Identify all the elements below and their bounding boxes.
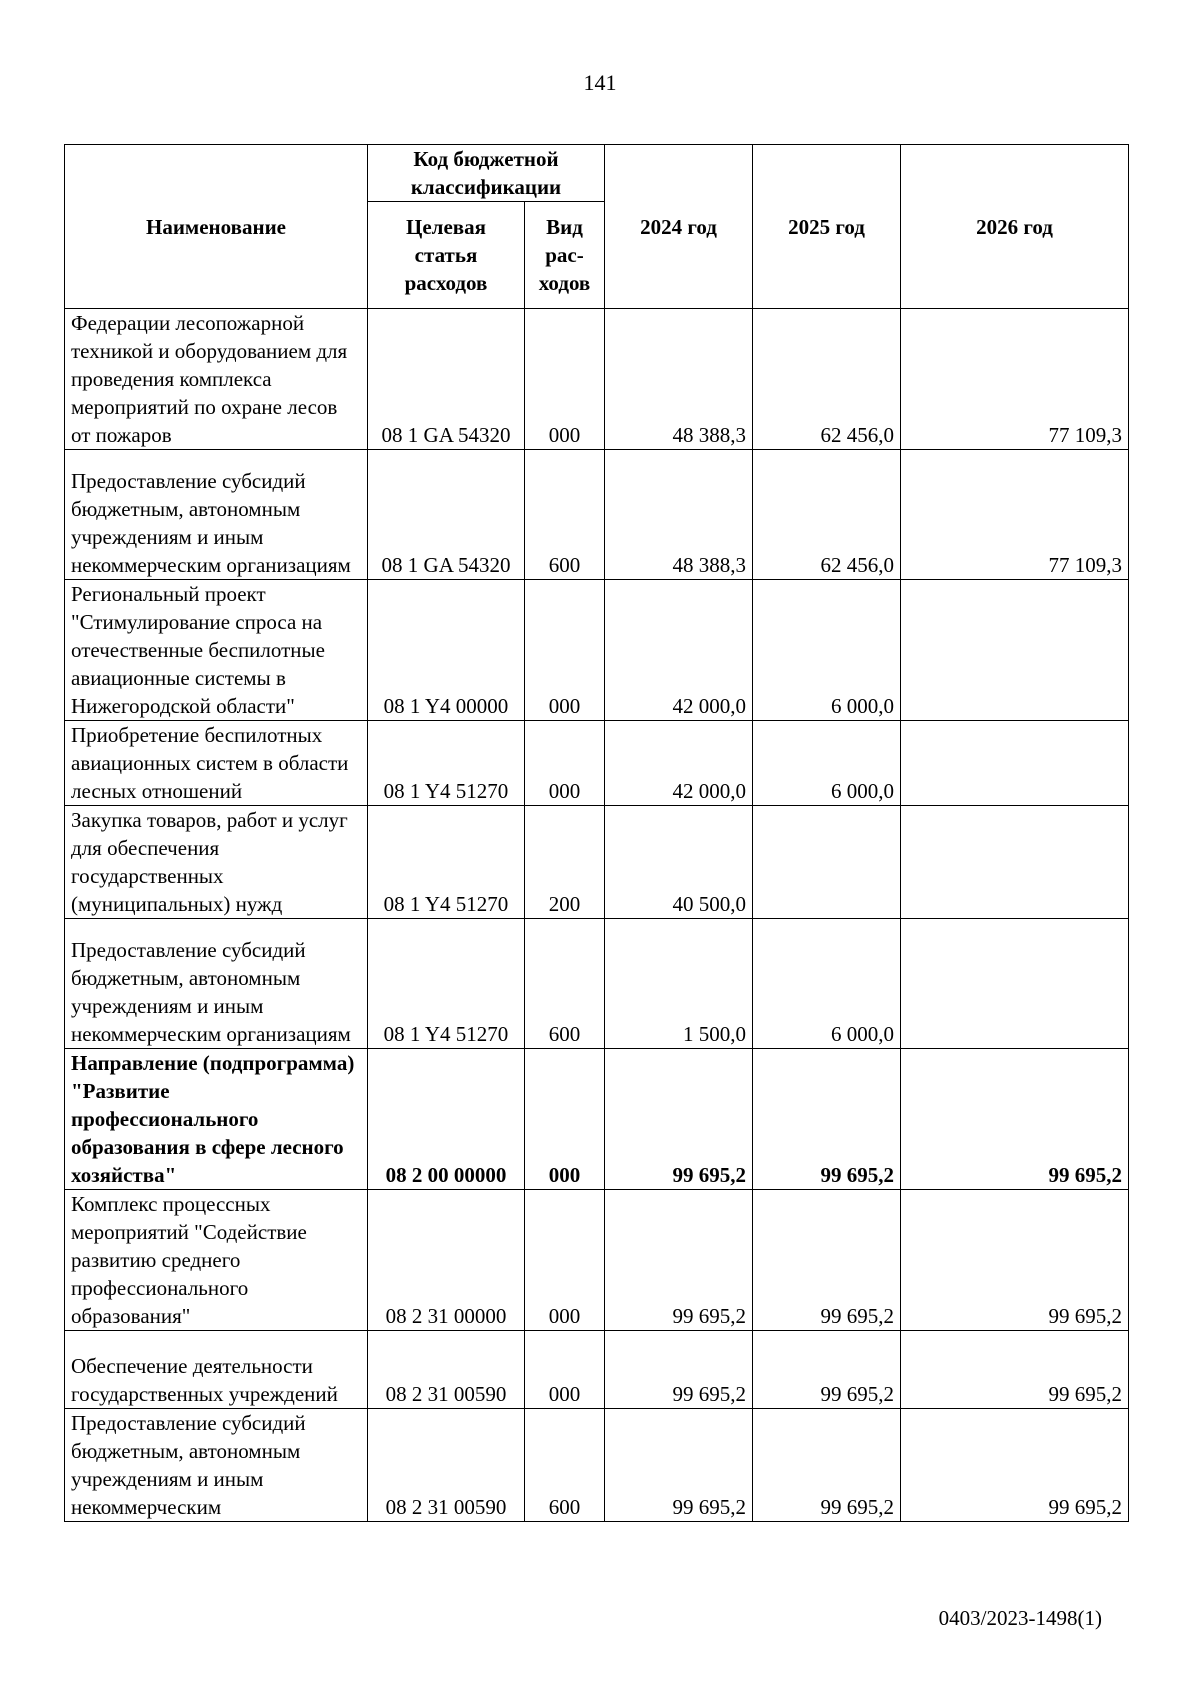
row-target-article-cell: 08 2 31 00590 <box>368 1409 525 1522</box>
table-row <box>65 1409 1129 1522</box>
row-year-2026-cell: 99 695,2 <box>901 1190 1129 1331</box>
row-year-2025-cell <box>753 806 901 919</box>
row-name-cell: Региональный проект "Стимулирование спроса на отечественные беспилотные авиационные системы в Нижегородской области" <box>65 580 368 721</box>
row-year-2024-cell: 99 695,2 <box>605 1190 753 1331</box>
row-expense-type-cell: 600 <box>525 1409 605 1522</box>
table-row <box>65 1190 1129 1331</box>
row-year-2025-cell: 99 695,2 <box>753 1409 901 1522</box>
row-year-2024-cell: 99 695,2 <box>605 1049 753 1190</box>
header-year-2024: 2024 год <box>605 145 753 309</box>
row-name-cell: Предоставление субсидий бюджетным, автономным учреждениям и иным некоммерческим организациям <box>65 450 368 580</box>
row-target-article-cell: 08 1 Y4 51270 <box>368 721 525 806</box>
row-name-cell: Направление (подпрограмма) "Развитие профессионального образования в сфере лесного хозяйства" <box>65 1049 368 1190</box>
row-expense-type-cell: 000 <box>525 580 605 721</box>
row-target-article-cell: 08 1 GA 54320 <box>368 309 525 450</box>
budget-table <box>64 144 1129 1522</box>
row-target-article-cell: 08 2 31 00000 <box>368 1190 525 1331</box>
row-year-2026-cell <box>901 721 1129 806</box>
row-target-article-cell: 08 1 Y4 51270 <box>368 806 525 919</box>
header-year-2025: 2025 год <box>753 145 901 309</box>
row-target-article-cell: 08 2 00 00000 <box>368 1049 525 1190</box>
row-year-2024-cell: 99 695,2 <box>605 1409 753 1522</box>
header-expense-type: Вид рас-ходов <box>525 202 605 309</box>
row-name-cell: Комплекс процессных мероприятий "Содействие развитию среднего профессионального образования" <box>65 1190 368 1331</box>
row-target-article-cell: 08 1 Y4 00000 <box>368 580 525 721</box>
header-name: Наименование <box>65 145 368 309</box>
row-expense-type-cell: 000 <box>525 721 605 806</box>
row-expense-type-cell: 600 <box>525 919 605 1049</box>
row-expense-type-cell: 000 <box>525 1049 605 1190</box>
row-year-2026-cell: 99 695,2 <box>901 1049 1129 1190</box>
row-name-cell: Приобретение беспилотных авиационных систем в области лесных отношений <box>65 721 368 806</box>
row-year-2025-cell: 62 456,0 <box>753 309 901 450</box>
row-year-2026-cell: 77 109,3 <box>901 309 1129 450</box>
header-target-article: Целевая статья расходов <box>368 202 525 309</box>
page-number: 141 <box>583 70 617 95</box>
table-row <box>65 1049 1129 1190</box>
row-year-2026-cell <box>901 806 1129 919</box>
row-year-2024-cell: 48 388,3 <box>605 450 753 580</box>
row-year-2024-cell: 42 000,0 <box>605 580 753 721</box>
header-code-group: Код бюджетной классификации <box>368 145 605 202</box>
row-year-2025-cell: 6 000,0 <box>753 919 901 1049</box>
row-year-2026-cell <box>901 919 1129 1049</box>
row-expense-type-cell: 200 <box>525 806 605 919</box>
row-expense-type-cell: 600 <box>525 450 605 580</box>
row-year-2024-cell: 48 388,3 <box>605 309 753 450</box>
table-row <box>65 1331 1129 1409</box>
row-expense-type-cell: 000 <box>525 309 605 450</box>
row-year-2024-cell: 40 500,0 <box>605 806 753 919</box>
row-year-2025-cell: 99 695,2 <box>753 1049 901 1190</box>
row-target-article-cell: 08 1 GA 54320 <box>368 450 525 580</box>
row-year-2025-cell: 6 000,0 <box>753 721 901 806</box>
row-year-2024-cell: 99 695,2 <box>605 1331 753 1409</box>
row-year-2025-cell: 62 456,0 <box>753 450 901 580</box>
row-year-2025-cell: 6 000,0 <box>753 580 901 721</box>
row-name-cell: Федерации лесопожарной техникой и оборудованием для проведения комплекса мероприятий по охране лесов от пожаров <box>65 309 368 450</box>
table-row <box>65 580 1129 721</box>
row-name-cell: Предоставление субсидий бюджетным, автономным учреждениям и иным некоммерческим <box>65 1409 368 1522</box>
row-year-2025-cell: 99 695,2 <box>753 1190 901 1331</box>
table-row <box>65 919 1129 1049</box>
row-year-2026-cell: 77 109,3 <box>901 450 1129 580</box>
document-code: 0403/2023-1498(1) <box>938 1606 1102 1630</box>
row-name-cell: Закупка товаров, работ и услуг для обеспечения государственных (муниципальных) нужд <box>65 806 368 919</box>
table-row <box>65 806 1129 919</box>
row-year-2026-cell: 99 695,2 <box>901 1409 1129 1522</box>
header-year-2026: 2026 год <box>901 145 1129 309</box>
row-expense-type-cell: 000 <box>525 1331 605 1409</box>
row-expense-type-cell: 000 <box>525 1190 605 1331</box>
table-row <box>65 450 1129 580</box>
table-body <box>65 309 1129 1522</box>
row-target-article-cell: 08 2 31 00590 <box>368 1331 525 1409</box>
row-name-cell: Предоставление субсидий бюджетным, автономным учреждениям и иным некоммерческим организациям <box>65 919 368 1049</box>
row-target-article-cell: 08 1 Y4 51270 <box>368 919 525 1049</box>
row-year-2024-cell: 1 500,0 <box>605 919 753 1049</box>
row-year-2024-cell: 42 000,0 <box>605 721 753 806</box>
row-year-2026-cell: 99 695,2 <box>901 1331 1129 1409</box>
row-year-2025-cell: 99 695,2 <box>753 1331 901 1409</box>
row-name-cell: Обеспечение деятельности государственных учреждений <box>65 1331 368 1409</box>
table-row <box>65 721 1129 806</box>
table-row <box>65 309 1129 450</box>
row-year-2026-cell <box>901 580 1129 721</box>
